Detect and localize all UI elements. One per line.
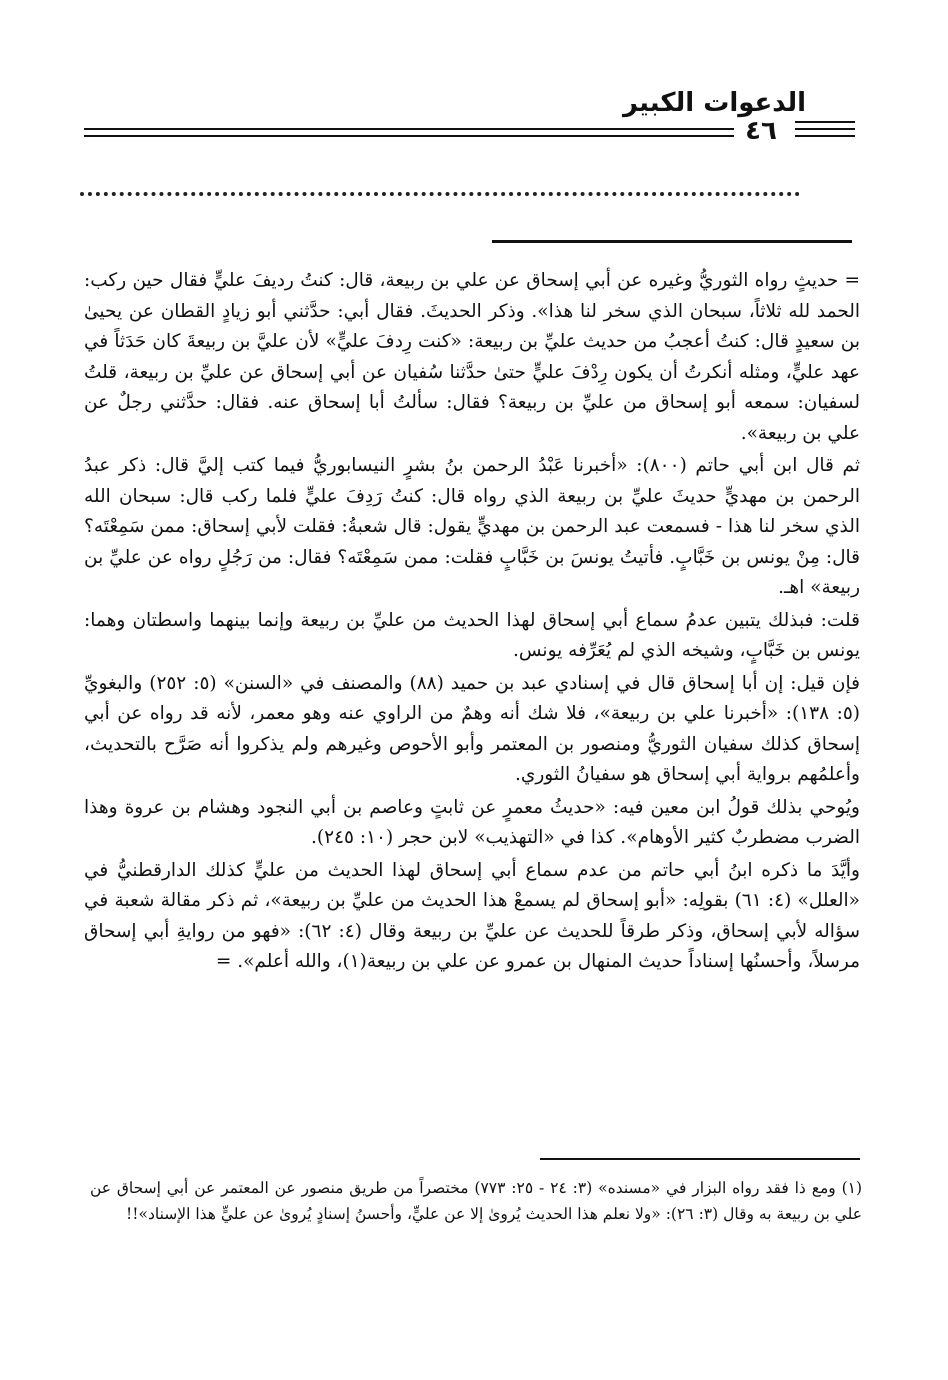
paragraph: قلت: فبذلك يتبين عدمُ سماع أبي إسحاق لهذا الحديث من عليِّ بن ربيعة وإنما بينهما واسطتان وهما: يونس بن خَبَّابٍ، وشيخه الذي لم يُعَرِّفه يونس. <box>84 609 860 661</box>
header-rule-left-2 <box>795 128 855 130</box>
paragraph: = حديثٍ رواه الثوريُّ وغيره عن أبي إسحاق عن علي بن ربيعة، قال: كنتُ رديفَ عليٍّ فقال حين ركب: الحمد لله ثلاثاً، سبحان الذي سخر لنا هذا». وذكر الحديثَ. فقال أبي: حدَّثني أبو زيادٍ القطان عن يحيىٰ بن سعيدٍ قال: كنتُ أعجبُ من حديث عليِّ بن ربيعة: «كنت رِدفَ عليٍّ» لأن عليَّ بن ربيعةَ كان حَدَثاً في عهد عليٍّ، ومثله أنكرتُ أن يكون رِدْفَ عليٍّ حتىٰ حدَّثنا سُفيان عن أبي إسحاق عن عليِّ بن ربيعة، قلتُ لسفيان: سمعه أبو إسحاق من عليِّ بن ربيعة؟ فقال: سألتُ أبا إسحاق عنه. فقال: حدَّثني رجلٌ عن علي بن ربيعة». <box>84 270 860 444</box>
paragraph: ثم قال ابن أبي حاتم (٨٠٠): «أخبرنا عَبْدُ الرحمن بنُ بشرٍ النيسابوريُّ فيما كتب إليَّ قال: ذكر عبدُ الرحمن بن مهديٍّ حديثَ عليِّ بن ربيعة الذي رواه قال: كنتُ رَدِفَ عليٍّ فلما ركب قال: سبحان الله الذي سخر لنا هذا - فسمعت عبد الرحمن بن مهديٍّ يقول: قال شعبةُ: فقلت لأبي إسحاق: ممن سَمِعْتَه؟ قال: مِنْ يونس بن خَبَّابٍ. فأتيتُ يونسَ بن خَبَّابٍ فقلت: ممن سَمِعْتَه؟ فقال: من رَجُلٍ رواه عن عليِّ بن ربيعة» اهـ. <box>84 455 861 598</box>
main-text <box>84 266 860 980</box>
paragraph: فإن قيل: إن أبا إسحاق قال في إسنادي عبد بن حميد (٨٨) والمصنف في «السنن» (٥: ٢٥٢) والبغويِّ (٥: ١٣٨): «أخبرنا علي بن ربيعة»، فلا شك أنه وهمٌ من الراوي عنه وهو معمر، لأنه قد رواه عن أبي إسحاق كذلك سفيان الثوريُّ ومنصور بن المعتمر وأبو الأحوص وغيرهم ولم يذكروا أنه صَرَّح بالتحديث، وأعلمُهم برواية أبي إسحاق هو سفيانُ الثوري. <box>84 672 860 785</box>
paragraph: وأيَّدَ ما ذكره ابنُ أبي حاتم من عدم سماع أبي إسحاق لهذا الحديث من عليٍّ كذلك الدارقطنيُّ في «العلل» (٤: ٦١) بقولِه: «أبو إسحاق لم يسمعْ هذا الحديث من عليِّ بن ربيعة»، ثم ذكر مقالة شعبة في سؤاله لأبي إسحاق، وذكر طرقاً للحديث عن عليِّ بن ربيعة وقال (٤: ٦٢): «فهو من روايةِ أبي إسحاق مرسلاً، وأحسنُها إسناداً حديث المنهال بن عمرو عن علي بن ربيعة(١)، والله أعلم». = <box>84 859 861 972</box>
section-rule <box>492 240 852 243</box>
page-number: ٤٦ <box>745 116 777 146</box>
header-rule-right-1 <box>84 128 734 130</box>
footnote-text: (١) ومع ذا فقد رواه البزار في «مسنده» (٣: ٢٤ - ٢٥: ٧٧٣) مختصراً من طريق منصور عن المعتمر عن أبي إسحاق عن علي بن ربيعة به وقال (٣: ٢٦): «ولا نعلم هذا الحديث يُروىٰ إلا عن عليٍّ، وأحسنُ إسنادٍ يُروىٰ عن عليٍّ هذا الإسناد»!! <box>90 1179 863 1223</box>
header-rule-left-3 <box>795 135 855 137</box>
running-header-title: الدعوات الكبير <box>622 88 806 118</box>
footnote-rule <box>540 1158 860 1160</box>
dotted-divider <box>80 192 800 196</box>
header-rule-left-1 <box>795 121 855 123</box>
header-rule-right-2 <box>84 135 734 137</box>
paragraph: ويُوحي بذلك قولُ ابن معين فيه: «حديثُ معمرٍ عن ثابتٍ وعاصم بن أبي النجود وهشام بن عروة وهذا الضرب مضطربٌ كثير الأوهام». كذا في «التهذيب» لابن حجر (١٠: ٢٤٥). <box>84 796 860 848</box>
footnote <box>90 1175 862 1227</box>
